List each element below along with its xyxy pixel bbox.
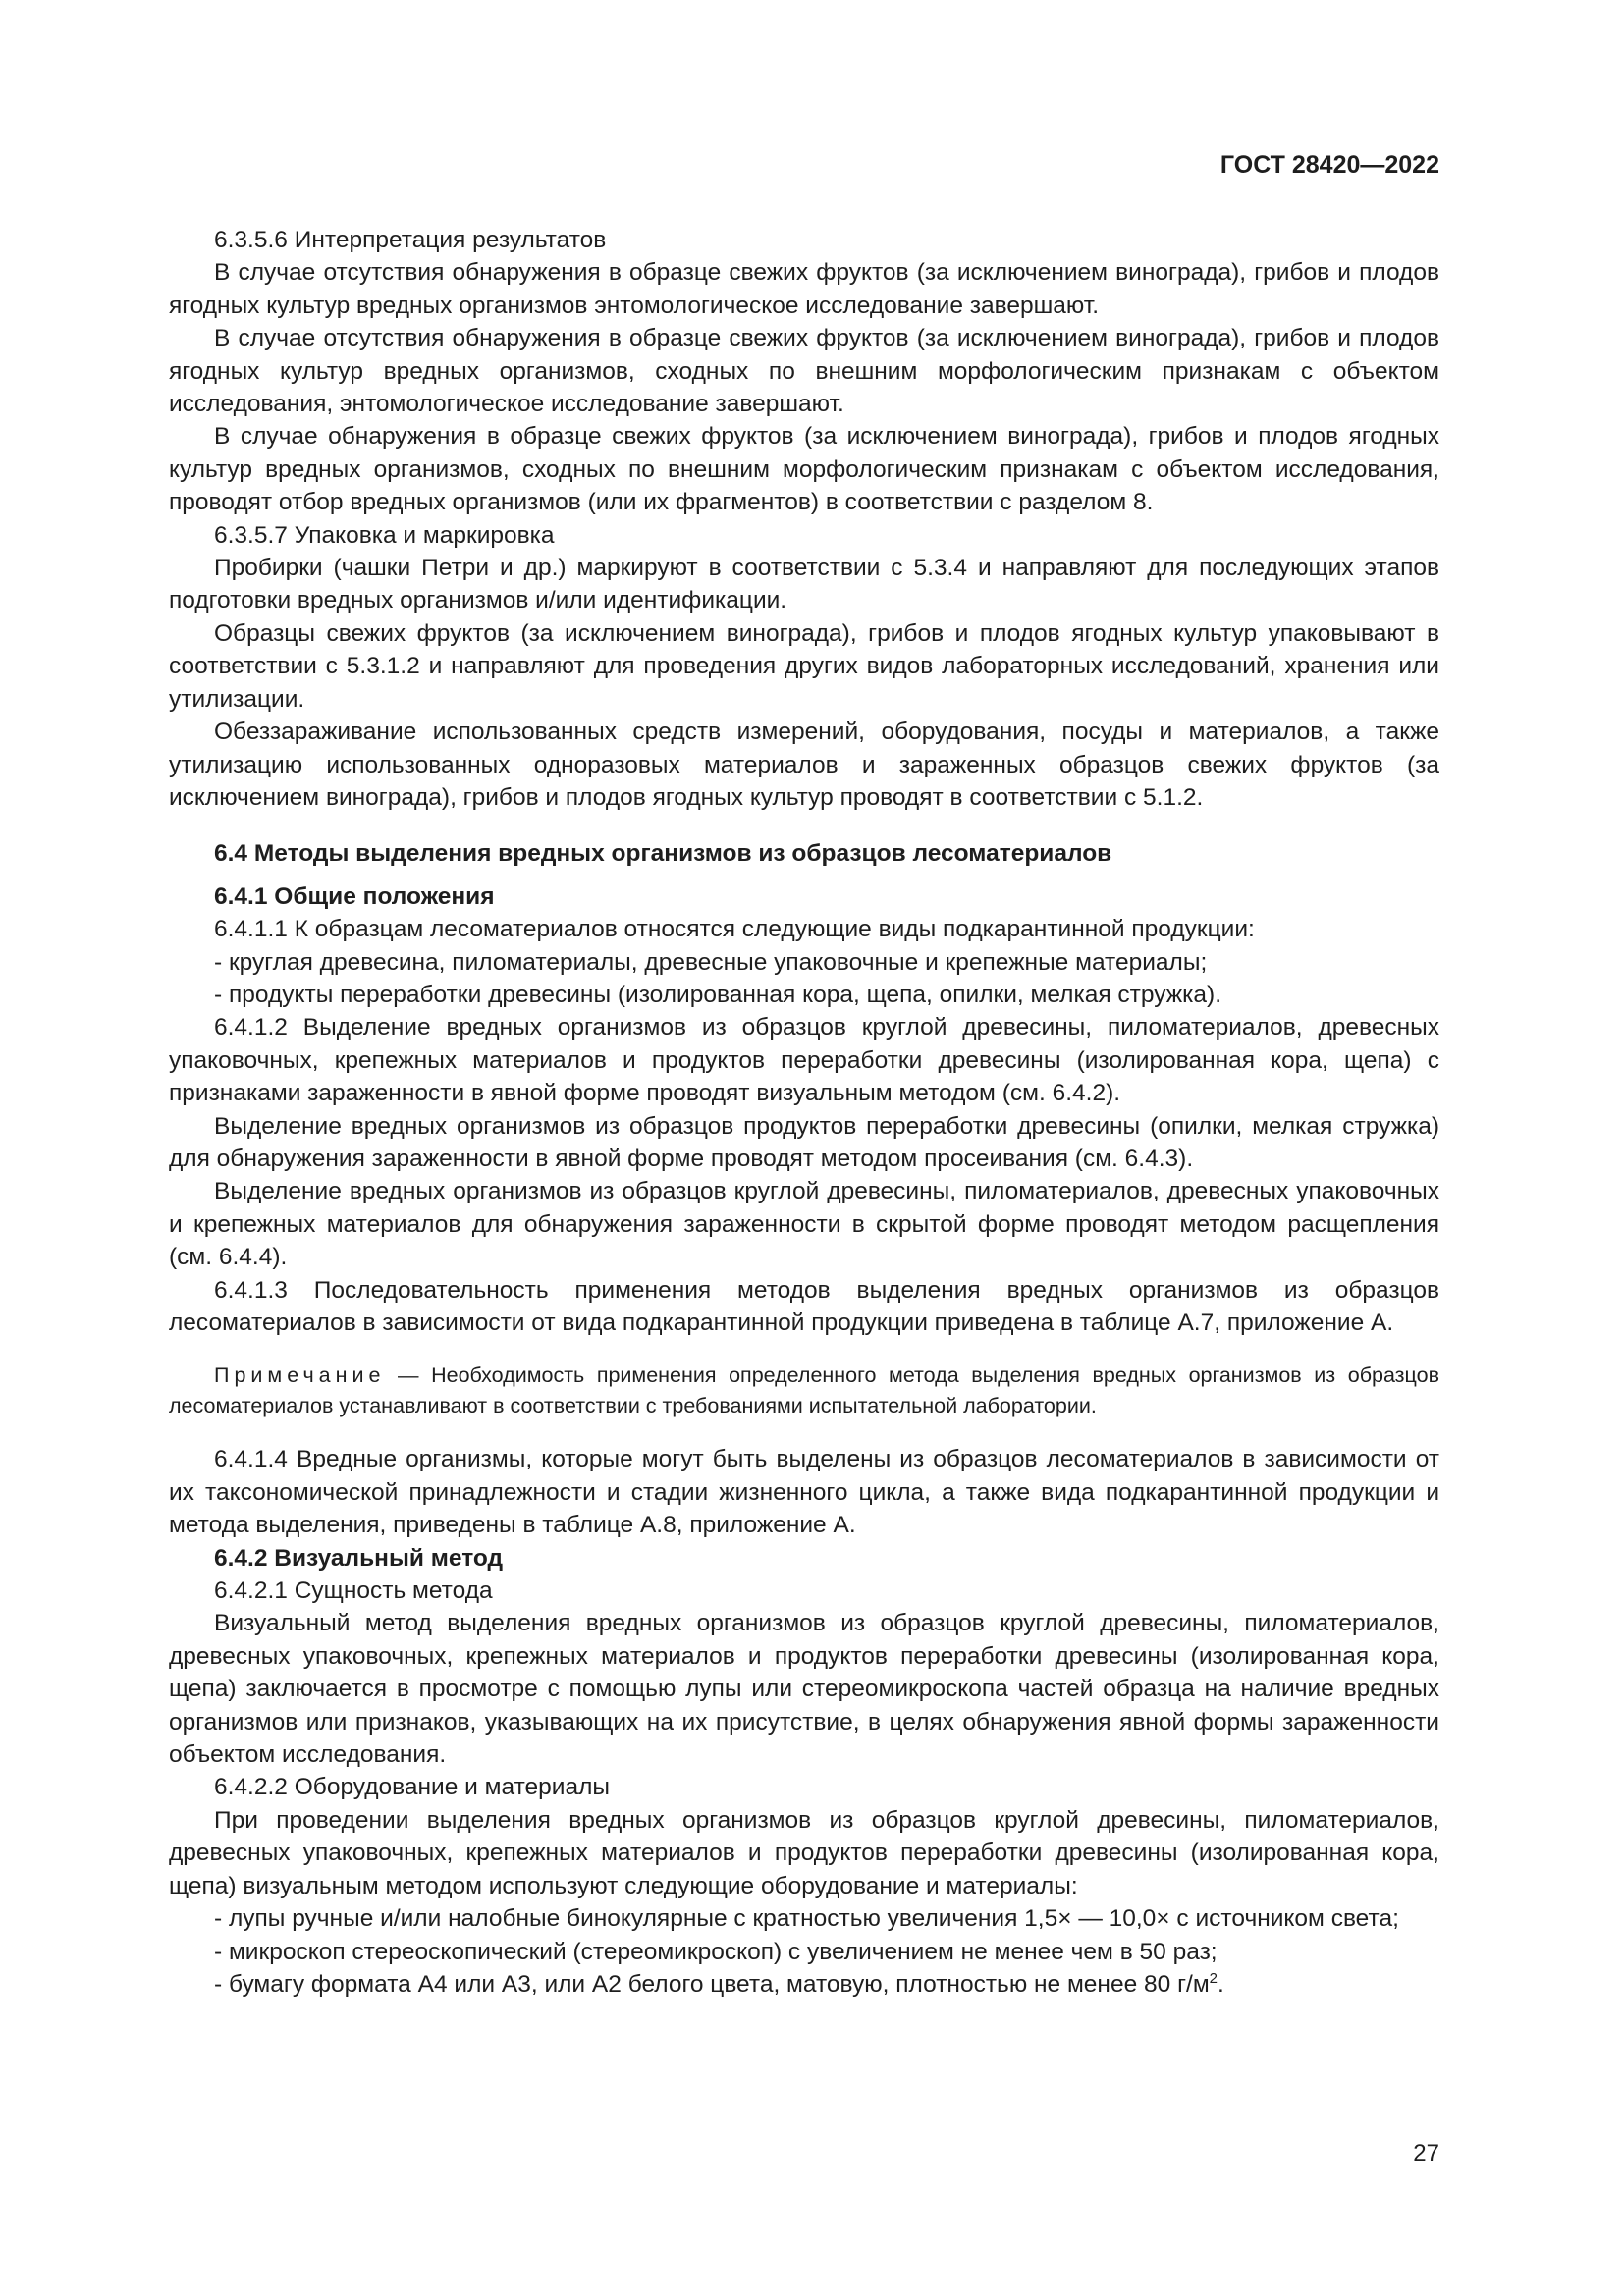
paragraph: При проведении выделения вредных организмов из образцов круглой древесины, пиломатериалов, древесных упаковочных, крепежных материалов и продуктов переработки древесины (изолированная кора, щепа) визуальным методом используют следующие оборудование и материалы: <box>169 1806 1439 1899</box>
paragraph: Выделение вредных организмов из образцов круглой древесины, пиломатериалов, древесных упаковочных и крепежных материалов для обнаружения зараженности в скрытой форме проводят методом расщепления (см. 6.4.4). <box>169 1178 1439 1271</box>
list-item-text: - бумагу формата А4 или А3, или А2 белого цвета, матовую, плотностью не менее 80 г/м <box>214 1970 1210 1998</box>
page-number: 27 <box>1413 2140 1439 2166</box>
superscript: 2 <box>1209 1969 1218 1987</box>
paragraph: Образцы свежих фруктов (за исключением винограда), грибов и плодов ягодных культур упаковывают в соответствии с 5.3.1.2 и направляют для проведения других видов лабораторных исследований, хранения или утилизации. <box>169 619 1439 713</box>
paragraph: Визуальный метод выделения вредных организмов из образцов круглой древесины, пиломатериалов, древесных упаковочных, крепежных материалов и продуктов переработки древесины (изолированная кора, щепа) заключается в просмотре с помощью лупы или стереомикроскопа частей образца на наличие вредных организмов или признаков, указывающих на их присутствие, в целях обнаружения явной формы зараженности объектом исследования. <box>169 1610 1439 1769</box>
list-item: - лупы ручные и/или налобные бинокулярные с кратностью увеличения 1,5× — 10,0× с источником света; <box>214 1905 1399 1933</box>
subsection-6-4-1-heading: 6.4.1 Общие положения <box>214 882 495 910</box>
subsection-6-4-2-heading: 6.4.2 Визуальный метод <box>214 1544 504 1572</box>
clause-6-4-2-2-title: 6.4.2.2 Оборудование и материалы <box>214 1774 611 1801</box>
document-code-header: ГОСТ 28420—2022 <box>1219 151 1439 179</box>
list-item <box>169 1968 1439 2001</box>
note-text: — Необходимость применения определенного метода выделения вредных организмов из образцов лесоматериалов устанавливают в соответствии с требованиями испытательной лаборатории. <box>169 1363 1439 1418</box>
paragraph: Пробирки (чашки Петри и др.) маркируют в соответствии с 5.3.4 и направляют для последующих этапов подготовки вредных организмов и/или идентификации. <box>169 555 1439 614</box>
paragraph: В случае отсутствия обнаружения в образце свежих фруктов (за исключением винограда), грибов и плодов ягодных культур вредных организмов, сходных по внешним морфологическим признакам с объектом исследования, энтомологическое исследование завершают. <box>169 325 1439 418</box>
paragraph: Обеззараживание использованных средств измерений, оборудования, посуды и материалов, а также утилизацию использованных одноразовых материалов и зараженных образцов свежих фруктов (за исключением винограда), грибов и плодов ягодных культур проводят в соответствии с 5.1.2. <box>169 719 1439 811</box>
clause-6-3-5-7-title: 6.3.5.7 Упаковка и маркировка <box>214 521 555 549</box>
paragraph: В случае обнаружения в образце свежих фруктов (за исключением винограда), грибов и плодов ягодных культур вредных организмов, сходных по внешним морфологическим признакам с объектом исследования, проводят отбор вредных организмов (или их фрагментов) в соответствии с разделом 8. <box>169 423 1439 516</box>
document-body <box>169 224 1439 2001</box>
list-item: - продукты переработки древесины (изолированная кора, щепа, опилки, мелкая стружка). <box>214 981 1221 1008</box>
section-6-4-heading: 6.4 Методы выделения вредных организмов из образцов лесоматериалов <box>214 840 1112 868</box>
list-item: - круглая древесина, пиломатериалы, древесные упаковочные и крепежные материалы; <box>214 948 1208 976</box>
note-label: Примечание <box>214 1363 386 1388</box>
paragraph: 6.4.1.1 К образцам лесоматериалов относятся следующие виды подкарантинной продукции: <box>214 916 1255 943</box>
paragraph: 6.4.1.4 Вредные организмы, которые могут быть выделены из образцов лесоматериалов в зависимости от их таксономической принадлежности и стадии жизненного цикла, а также вида подкарантинной продукции и метода выделения, приведены в таблице А.8, приложение А. <box>169 1446 1439 1539</box>
note <box>169 1361 1439 1421</box>
paragraph: В случае отсутствия обнаружения в образце свежих фруктов (за исключением винограда), грибов и плодов ягодных культур вредных организмов энтомологическое исследование завершают. <box>169 259 1439 319</box>
clause-6-4-2-1-title: 6.4.2.1 Сущность метода <box>214 1577 493 1605</box>
paragraph: 6.4.1.2 Выделение вредных организмов из образцов круглой древесины, пиломатериалов, древесных упаковочных, крепежных материалов и продуктов переработки древесины (изолированная кора, щепа) с признаками зараженности в явной форме проводят визуальным методом (см. 6.4.2). <box>169 1014 1439 1107</box>
paragraph: Выделение вредных организмов из образцов продуктов переработки древесины (опилки, мелкая стружка) для обнаружения зараженности в явной форме проводят методом просеивания (см. 6.4.3). <box>169 1112 1439 1172</box>
list-item-end: . <box>1218 1970 1224 1998</box>
list-item: - микроскоп стереоскопический (стереомикроскоп) с увеличением не менее чем в 50 раз; <box>214 1938 1218 1965</box>
clause-6-3-5-6-title: 6.3.5.6 Интерпретация результатов <box>214 227 607 253</box>
paragraph: 6.4.1.3 Последовательность применения методов выделения вредных организмов из образцов лесоматериалов в зависимости от вида подкарантинной продукции приведена в таблице А.7, приложение А. <box>169 1276 1439 1336</box>
